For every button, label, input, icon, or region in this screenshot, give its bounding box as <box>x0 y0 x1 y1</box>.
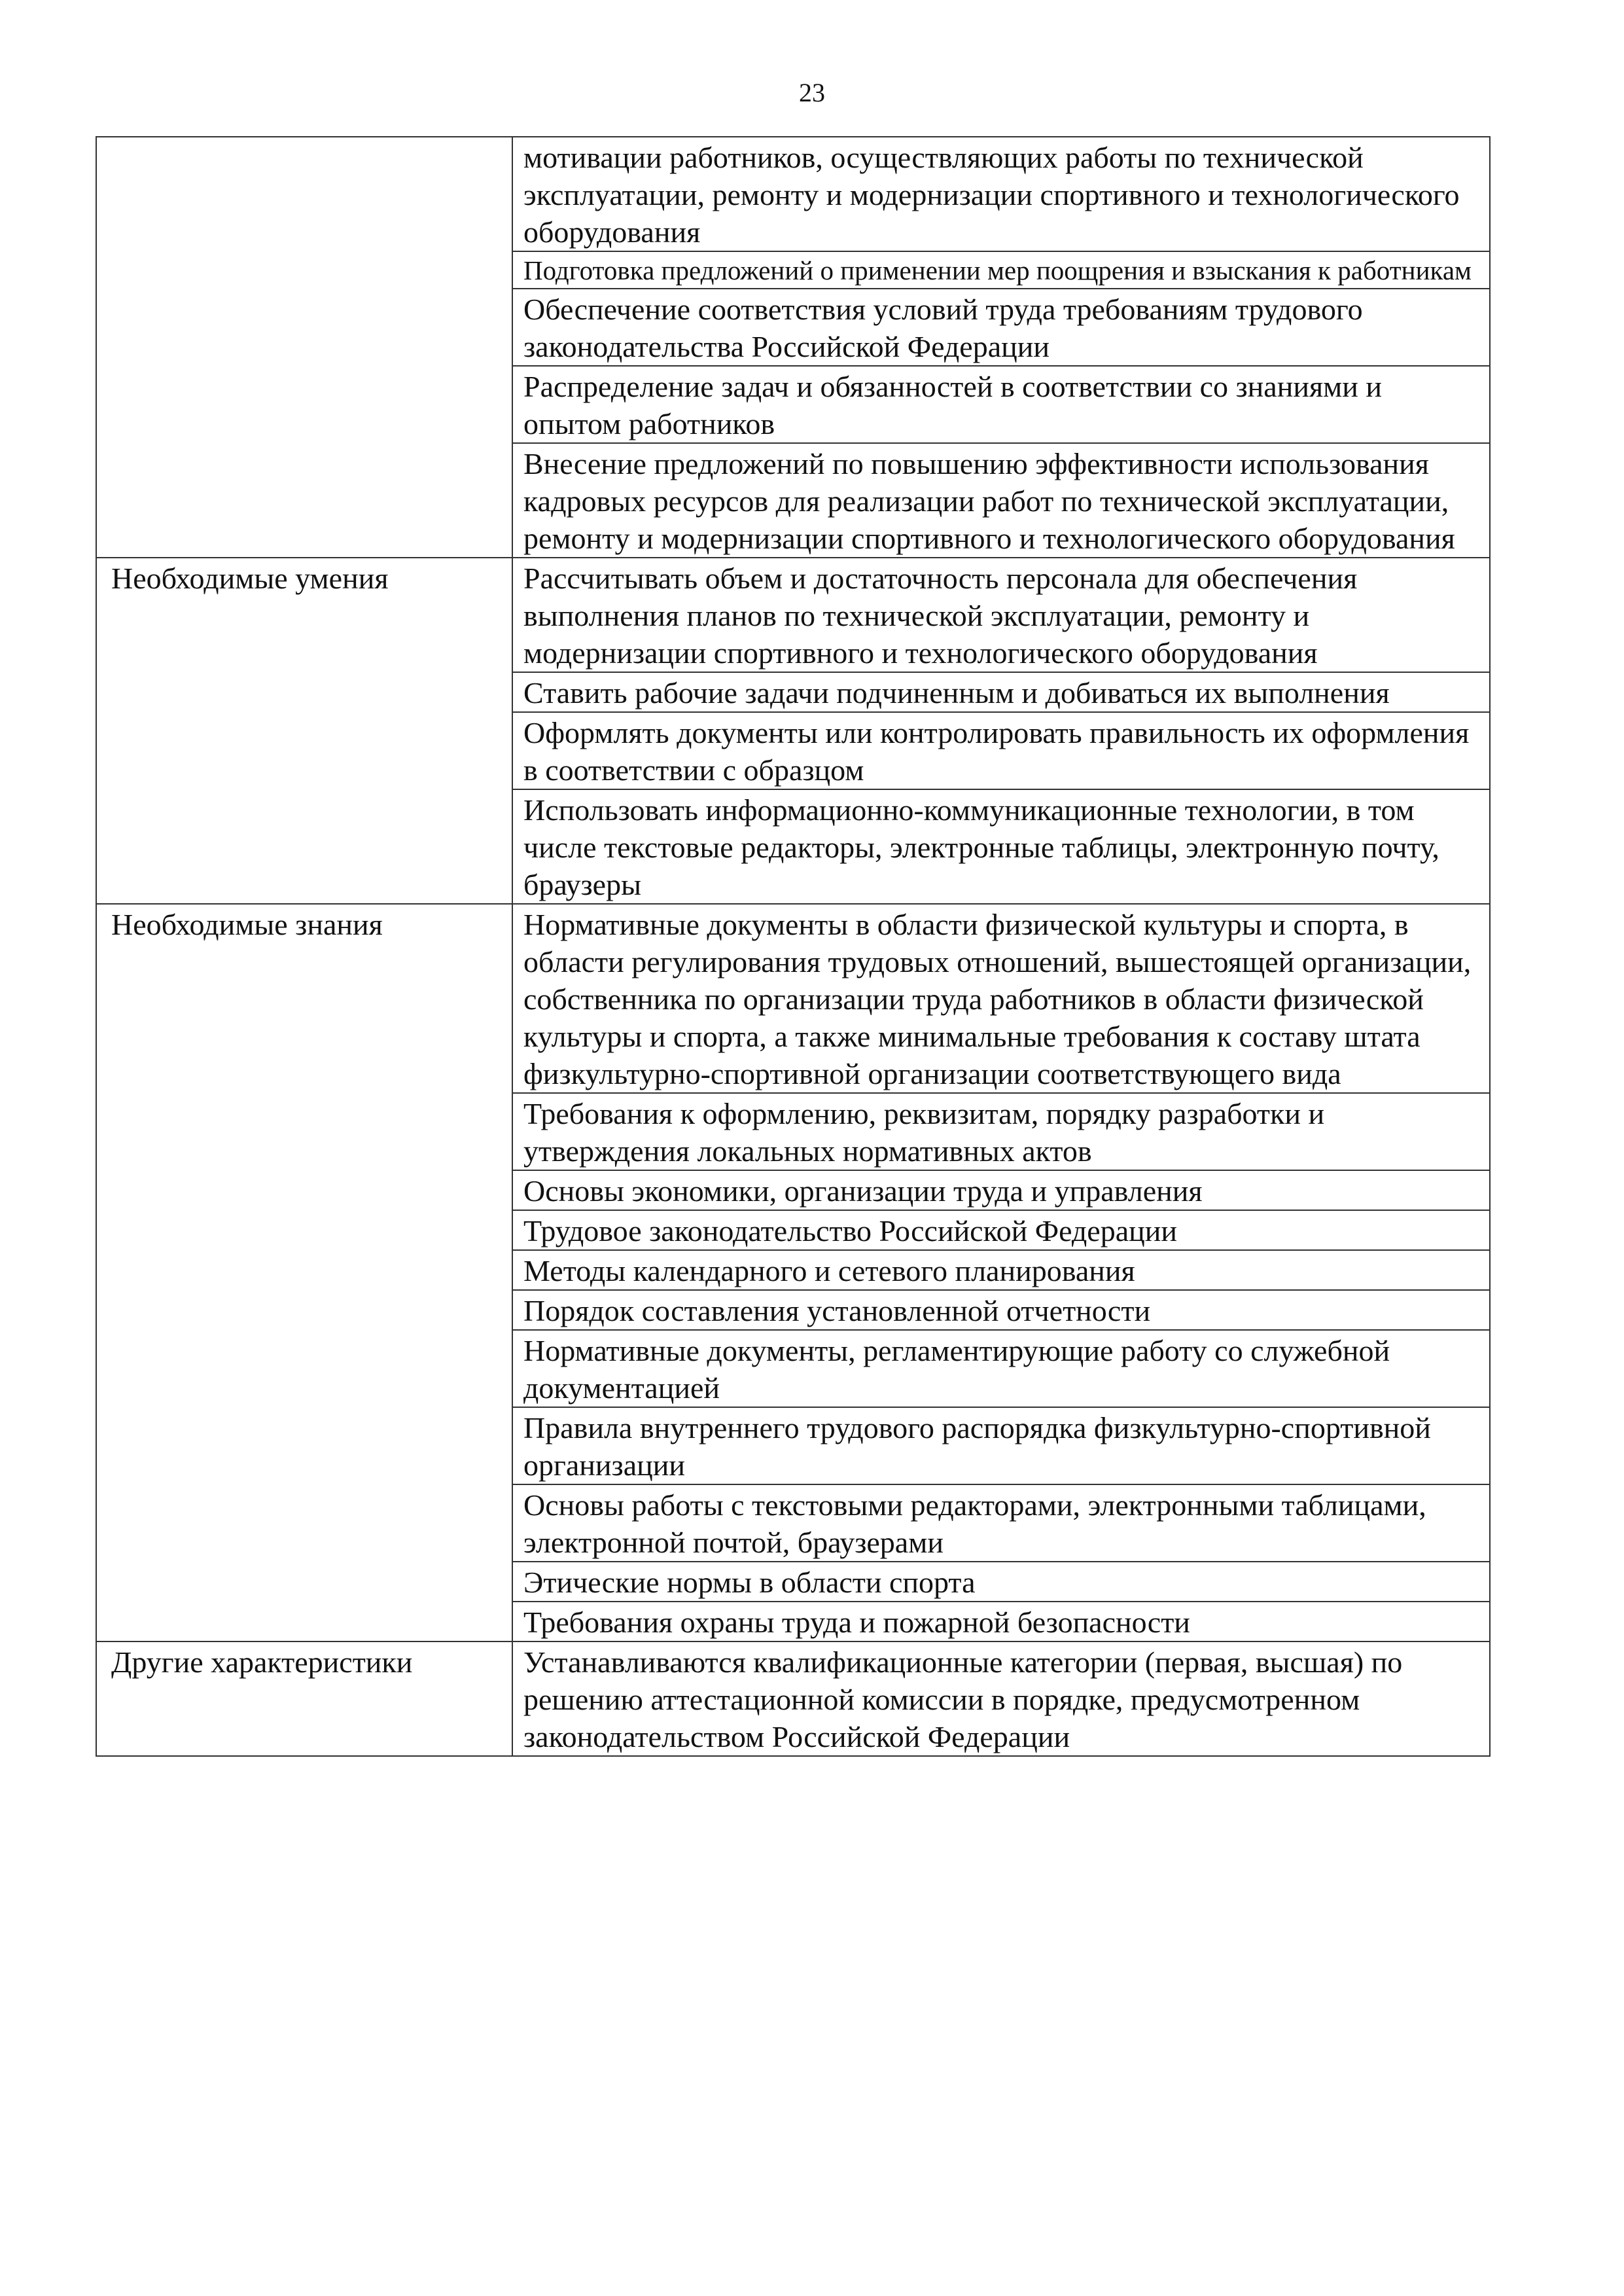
table-cell: Порядок составления установленной отчетности <box>512 1290 1490 1330</box>
skills-label: Необходимые умения <box>96 558 512 904</box>
table-cell: Требования охраны труда и пожарной безопасности <box>512 1602 1490 1641</box>
qualification-table <box>96 136 1491 1757</box>
table-cell: Этические нормы в области спорта <box>512 1562 1490 1602</box>
table-cell: Внесение предложений по повышению эффективности использования кадровых ресурсов для реализации работ по технической эксплуатации, ремонту и модернизации спортивного и технологического оборудования <box>512 443 1490 558</box>
table-cell: Основы работы с текстовыми редакторами, электронными таблицами, электронной почтой, браузерами <box>512 1484 1490 1562</box>
table-cell: Подготовка предложений о применении мер поощрения и взыскания к работникам <box>512 251 1490 289</box>
other-label: Другие характеристики <box>96 1641 512 1756</box>
table-row <box>96 558 1490 672</box>
knowledge-label: Необходимые знания <box>96 904 512 1641</box>
table-cell: Оформлять документы или контролировать правильность их оформления в соответствии с образцом <box>512 712 1490 789</box>
table-row <box>96 904 1490 1093</box>
table-cell: Нормативные документы в области физической культуры и спорта, в области регулирования трудовых отношений, вышестоящей организации, собственника по организации труда работников в области физической культуры и спорта, а также минимальные требования к составу штата физкультурно-спортивной организации соответствующего вида <box>512 904 1490 1093</box>
table-cell: Правила внутреннего трудового распорядка физкультурно-спортивной организации <box>512 1407 1490 1484</box>
table-cell: Ставить рабочие задачи подчиненным и добиваться их выполнения <box>512 672 1490 712</box>
continued-label-cell <box>96 137 512 558</box>
table-cell: Обеспечение соответствия условий труда требованиям трудового законодательства Российской Федерации <box>512 289 1490 366</box>
table-cell: мотивации работников, осуществляющих работы по технической эксплуатации, ремонту и модернизации спортивного и технологического оборудования <box>512 137 1490 251</box>
table-cell: Методы календарного и сетевого планирования <box>512 1250 1490 1290</box>
page-number: 23 <box>799 78 825 107</box>
table-cell: Распределение задач и обязанностей в соответствии со знаниями и опытом работников <box>512 366 1490 443</box>
table-cell: Требования к оформлению, реквизитам, порядку разработки и утверждения локальных нормативных актов <box>512 1093 1490 1170</box>
table-row <box>96 1641 1490 1756</box>
table-cell: Нормативные документы, регламентирующие работу со служебной документацией <box>512 1330 1490 1407</box>
table-cell: Рассчитывать объем и достаточность персонала для обеспечения выполнения планов по технической эксплуатации, ремонту и модернизации спортивного и технологического оборудования <box>512 558 1490 672</box>
table-row <box>96 137 1490 251</box>
table-cell: Использовать информационно-коммуникационные технологии, в том числе текстовые редакторы, электронные таблицы, электронную почту, браузеры <box>512 789 1490 904</box>
table-cell: Устанавливаются квалификационные категории (первая, высшая) по решению аттестационной комиссии в порядке, предусмотренном законодательством Российской Федерации <box>512 1641 1490 1756</box>
table-cell: Основы экономики, организации труда и управления <box>512 1170 1490 1210</box>
table-cell: Трудовое законодательство Российской Федерации <box>512 1210 1490 1250</box>
